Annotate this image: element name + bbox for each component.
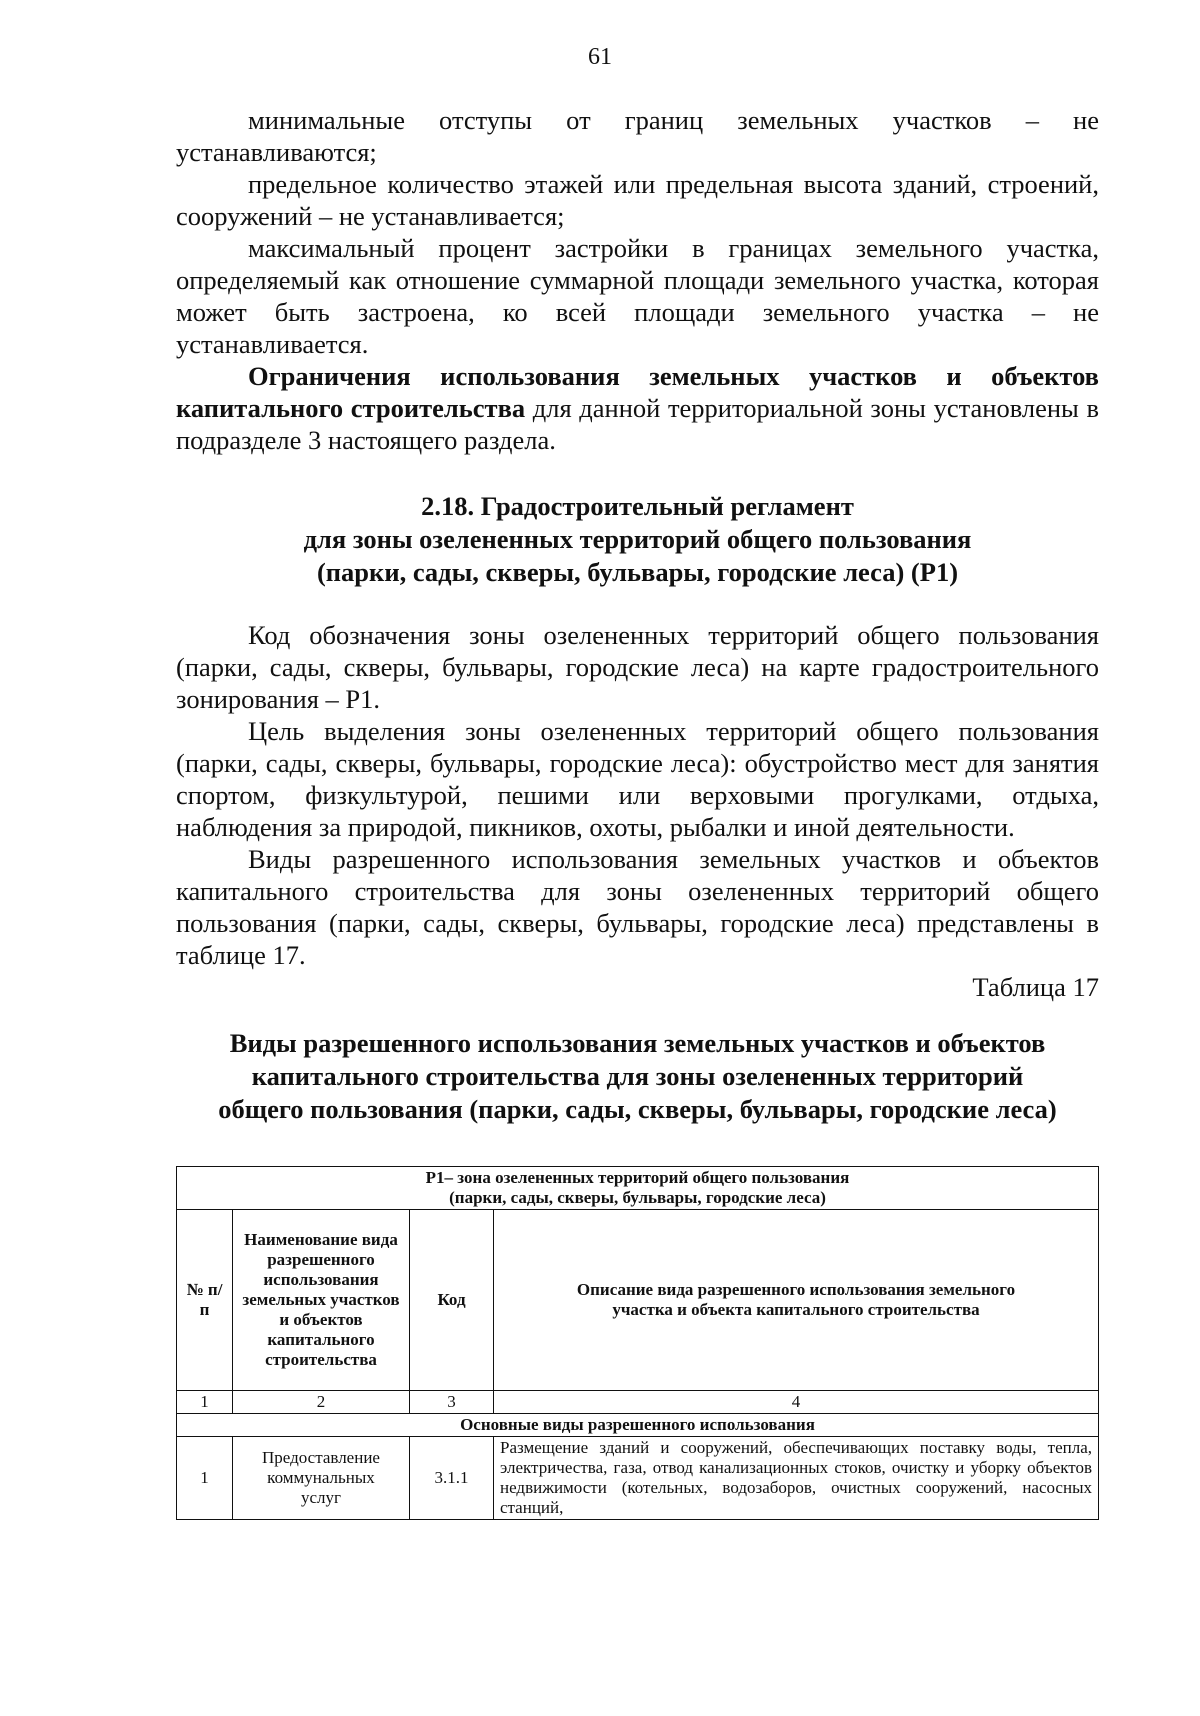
col-number: 4: [494, 1391, 1099, 1414]
restrictions-bold: Ограничения использования земельных участков и объектов капитального строительства: [176, 361, 1099, 423]
table-title-line: общего пользования (парки, сады, скверы, бульвары, городские леса): [218, 1094, 1057, 1124]
restrictions-rest: для данной территориальной зоны установлены в подразделе 3 настоящего раздела.: [176, 393, 1099, 455]
header-name: Наименование вида разрешенного использования земельных участков и объектов капитального строительства: [233, 1210, 410, 1391]
table-col-number-row: [177, 1391, 1099, 1414]
table-title-line: Виды разрешенного использования земельных участков и объектов: [229, 1028, 1046, 1058]
paragraph-setbacks: минимальные отступы от границ земельных участков – не устанавливаются;: [176, 105, 1099, 167]
zone-header-line: (парки, сады, скверы, бульвары, городские леса): [449, 1188, 826, 1207]
header-num: № п/п: [177, 1210, 233, 1391]
paragraph-floors: предельное количество этажей или предельная высота зданий, строений, сооружений – не устанавливается;: [176, 169, 1099, 231]
col-number: 2: [233, 1391, 410, 1414]
row-num: 1: [177, 1437, 233, 1520]
group-label: Основные виды разрешенного использования: [177, 1414, 1099, 1437]
table-zone-row: [177, 1167, 1099, 1210]
table-title: [176, 1027, 1099, 1126]
document-body: [176, 104, 1099, 1520]
row-desc: Размещение зданий и сооружений, обеспечивающих поставку воды, тепла, электричества, газа, отвод канализационных стоков, очистку и уборку объектов недвижимости (котельных, водозаборов, очистных сооружений, насосных станций,: [494, 1437, 1099, 1520]
section-title-line: (парки, сады, скверы, бульвары, городские леса) (Р1): [316, 557, 959, 587]
page-number: 61: [588, 44, 612, 70]
paragraph-zone-purpose: Цель выделения зоны озелененных территорий общего пользования (парки, сады, скверы, бульвары, городские леса): обустройство мест для занятия спортом, физкультурой, пешими или верховыми прогулками, отдыха, наблюдения за природой, пикников, охоты, рыбалки и иной деятельности.: [176, 716, 1099, 842]
header-desc: Описание вида разрешенного использования земельного участка и объекта капитального строительства: [494, 1210, 1099, 1391]
section-title-line: 2.18. Градостроительный регламент: [421, 491, 854, 521]
table-group-row: [177, 1414, 1099, 1437]
table-label: Таблица 17: [972, 972, 1099, 1002]
paragraph-zone-code: Код обозначения зоны озелененных территорий общего пользования (парки, сады, скверы, бульвары, городские леса) на карте градостроительного зонирования – Р1.: [176, 620, 1099, 714]
row-name: Предоставление коммунальных услуг: [233, 1437, 410, 1520]
col-number: 3: [410, 1391, 494, 1414]
row-code: 3.1.1: [410, 1437, 494, 1520]
paragraph-restrictions: [176, 360, 1099, 456]
paragraph-building-percent: максимальный процент застройки в границах земельного участка, определяемый как отношение суммарной площади земельного участка, которая может быть застроена, ко всей площади земельного участка – не устанавливается.: [176, 233, 1099, 359]
section-title: [176, 490, 1099, 589]
table-title-line: капитального строительства для зоны озелененных территорий: [251, 1061, 1024, 1091]
table-header-row: [177, 1210, 1099, 1391]
table-row: [177, 1437, 1099, 1520]
zone-header-line: Р1– зона озелененных территорий общего пользования: [425, 1168, 850, 1187]
paragraph-permitted-uses: Виды разрешенного использования земельных участков и объектов капитального строительства для зоны озелененных территорий общего пользования (парки, сады, скверы, бульвары, городские леса) представлены в таблице 17.: [176, 844, 1099, 970]
table-zone-header: [177, 1167, 1099, 1210]
col-number: 1: [177, 1391, 233, 1414]
section-title-line: для зоны озелененных территорий общего пользования: [303, 524, 972, 554]
permitted-use-table: [176, 1166, 1099, 1520]
header-code: Код: [410, 1210, 494, 1391]
